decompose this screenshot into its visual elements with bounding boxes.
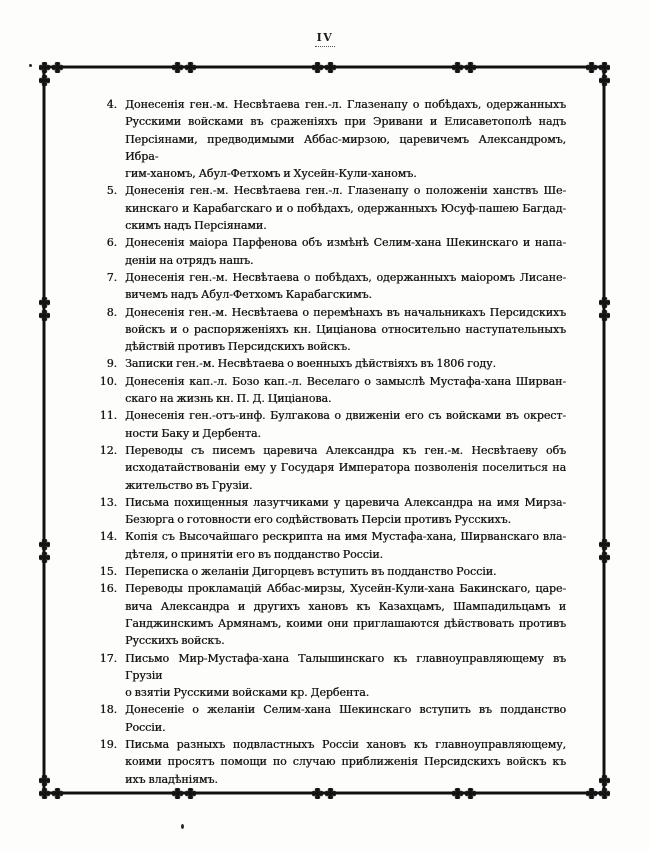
rosette-ornament [599, 310, 610, 321]
toc-line: ихъ владѣніямъ. [125, 772, 218, 786]
toc-item-text [125, 494, 566, 529]
toc-item-text [125, 407, 566, 442]
toc-item-text [125, 528, 566, 563]
toc-item [90, 407, 566, 442]
toc-line: кинскаго и Карабагскаго и о побѣдахъ, одержанныхъ Юсуф-пашею Багдад- [125, 201, 566, 215]
toc-item-number: 16. [99, 582, 117, 596]
toc-item [90, 563, 566, 580]
toc-item-text [125, 234, 566, 269]
rosette-ornament [325, 62, 336, 73]
toc-item-number: 13. [99, 495, 117, 509]
rosette-ornament [599, 775, 610, 786]
toc-line: дѣйствій противъ Персидскихъ войскъ. [125, 340, 351, 354]
toc-item-number: 17. [99, 651, 117, 665]
ornamental-border-right [602, 67, 606, 793]
toc-item-text [125, 442, 566, 494]
toc-line: Донесенія ген.-м. Несвѣтаева ген.-л. Глазенапу о побѣдахъ, одержанныхъ [125, 98, 566, 111]
toc-item-text [125, 701, 566, 736]
toc-line: вичемъ надъ Абул-Фетхомъ Карабагскимъ. [125, 288, 372, 302]
toc-item-text [125, 650, 566, 702]
ornamental-border-top [44, 65, 604, 69]
toc-line: Письма разныхъ подвластныхъ Россіи хановъ къ главноуправляющему, [125, 737, 566, 751]
toc-item-number: 12. [99, 443, 117, 457]
rosette-ornament [39, 297, 50, 308]
toc-item [90, 736, 566, 788]
rosette-ornament [39, 75, 50, 86]
toc-item [90, 442, 566, 494]
toc-line: Россіи. [125, 720, 166, 734]
toc-item-number: 19. [99, 737, 117, 751]
rosette-ornament [185, 788, 196, 799]
ornamental-border-bottom [44, 791, 604, 795]
toc-line: жительство въ Грузіи. [125, 478, 253, 492]
toc-item [90, 494, 566, 529]
toc-item [90, 580, 566, 649]
rosette-ornament [586, 788, 597, 799]
toc-line: Донесенія ген.-м. Несвѣтаева о перемѣнахъ въ начальникахъ Персидскихъ [125, 305, 566, 319]
toc-item-text [125, 563, 566, 580]
rosette-ornament [599, 539, 610, 550]
toc-line: Донесенія ген.-м. Несвѣтаева о побѣдахъ, одержанныхъ маіоромъ Лисане- [125, 270, 566, 284]
rosette-ornament [39, 788, 50, 799]
toc-line: Письмо Мир-Мустафа-хана Талышинскаго къ главноуправляющему въ Грузіи [125, 651, 566, 682]
toc-item [90, 528, 566, 563]
toc-line: скимъ надъ Персіянами. [125, 219, 267, 233]
toc-item-number: 14. [99, 530, 117, 544]
toc-item-text [125, 580, 566, 649]
rosette-ornament [312, 62, 323, 73]
toc-line: Донесенія кап.-л. Бозо кап.-л. Веселаго о замыслѣ Мустафа-хана Ширван- [125, 374, 566, 388]
toc-item-number: 18. [99, 703, 117, 717]
page-number: IV [315, 31, 336, 47]
ink-speck [29, 64, 32, 67]
toc-item-number: 6. [106, 236, 117, 250]
toc-item [90, 182, 566, 234]
rosette-ornament [325, 788, 336, 799]
rosette-ornament [52, 62, 63, 73]
toc-line: Донесенія маіора Парфенова объ измѣнѣ Селим-хана Шекинскаго и напа- [125, 236, 566, 250]
rosette-ornament [599, 552, 610, 563]
toc-line: Персіянами, предводимыми Аббас-мирзою, царевичемъ Александромъ, Ибра- [125, 132, 566, 163]
toc-item-number: 9. [106, 357, 117, 371]
rosette-ornament [599, 297, 610, 308]
rosette-ornament [39, 62, 50, 73]
toc-item-text [125, 736, 566, 788]
toc-item-number: 8. [106, 305, 117, 319]
rosette-ornament [52, 788, 63, 799]
rosette-ornament [172, 788, 183, 799]
toc-item-number: 5. [106, 184, 117, 198]
toc-item-number: 11. [99, 409, 117, 423]
toc-line: Ганджинскимъ Армянамъ, коими они приглашаются дѣйствовать противъ [125, 616, 566, 630]
toc-line: Переводы съ писемъ царевича Александра къ ген.-м. Несвѣтаеву объ [125, 443, 566, 457]
rosette-ornament [39, 775, 50, 786]
rosette-ornament [586, 62, 597, 73]
toc-item [90, 701, 566, 736]
rosette-ornament [39, 552, 50, 563]
toc-item-number: 10. [99, 374, 117, 388]
toc-line: коими просятъ помощи по случаю приближенія Персидскихъ войскъ къ [125, 755, 566, 769]
toc-item [90, 269, 566, 304]
toc-line: Переписка о желаніи Дигорцевъ вступить въ подданство Россіи. [125, 565, 497, 579]
toc-line: Донесенія ген.-м. Несвѣтаева ген.-л. Глазенапу о положеніи ханствъ Ше- [125, 184, 566, 198]
toc-line: Русскими войсками въ сраженіяхъ при Эривани и Елисаветополѣ надъ [125, 115, 566, 129]
toc-item-number: 4. [106, 98, 117, 111]
toc-line: деніи на отрядъ нашъ. [125, 253, 254, 267]
toc-item [90, 96, 566, 182]
toc-item-text [125, 269, 566, 304]
rosette-ornament [599, 62, 610, 73]
toc-line: Безюрга о готовности его содѣйствовать Персіи противъ Русскихъ. [125, 513, 511, 527]
ornamental-border-left [42, 67, 46, 793]
page-header [0, 26, 650, 47]
rosette-ornament [599, 75, 610, 86]
toc-item [90, 650, 566, 702]
toc-item-number: 15. [99, 565, 117, 579]
toc-line: Письма похищенныя лазутчиками у царевича Александра на имя Мирза- [125, 495, 566, 509]
toc-item-text [125, 304, 566, 356]
toc-line: скаго на жизнь кн. П. Д. Циціанова. [125, 392, 332, 406]
rosette-ornament [465, 788, 476, 799]
toc-item-number: 7. [106, 270, 117, 284]
toc-line: о взятіи Русскими войсками кр. Дербента. [125, 686, 370, 700]
toc-line: исходатайствованіи ему у Государя Императора позволенія поселиться на [125, 461, 566, 475]
table-of-contents [90, 96, 566, 788]
toc-line: Русскихъ войскъ. [125, 634, 225, 648]
toc-item-text [125, 96, 566, 182]
toc-line: войскъ и о распоряженіяхъ кн. Циціанова относительно наступательныхъ [125, 322, 566, 336]
toc-item [90, 373, 566, 408]
toc-item-text [125, 182, 566, 234]
toc-line: гим-ханомъ, Абул-Фетхомъ и Хусейн-Кули-ханомъ. [125, 167, 417, 181]
rosette-ornament [452, 62, 463, 73]
toc-line: Записки ген.-м. Несвѣтаева о военныхъ дѣйствіяхъ въ 1806 году. [125, 357, 496, 371]
rosette-ornament [312, 788, 323, 799]
toc-line: Переводы прокламацій Аббас-мирзы, Хусейн-Кули-хана Бакинскаго, царе- [125, 582, 566, 596]
toc-line: вича Александра и другихъ хановъ къ Казахцамъ, Шампадильцамъ и [125, 599, 566, 613]
toc-line: Копія съ Высочайшаго рескрипта на имя Мустафа-хана, Ширванскаго вла- [125, 530, 566, 544]
rosette-ornament [185, 62, 196, 73]
rosette-ornament [452, 788, 463, 799]
rosette-ornament [39, 310, 50, 321]
toc-line: Донесеніе о желаніи Селим-хана Шекинскаго вступить въ подданство [125, 703, 566, 717]
toc-item [90, 234, 566, 269]
toc-item-text [125, 355, 566, 372]
toc-line: дѣтеля, о принятіи его въ подданство Россіи. [125, 547, 383, 561]
rosette-ornament [39, 539, 50, 550]
toc-item-text [125, 373, 566, 408]
ink-speck [181, 824, 184, 829]
toc-item [90, 355, 566, 372]
toc-item [90, 304, 566, 356]
toc-line: ности Баку и Дербента. [125, 426, 261, 440]
rosette-ornament [599, 788, 610, 799]
rosette-ornament [465, 62, 476, 73]
rosette-ornament [172, 62, 183, 73]
toc-line: Донесенія ген.-отъ-инф. Булгакова о движеніи его съ войсками въ окрест- [125, 409, 566, 423]
